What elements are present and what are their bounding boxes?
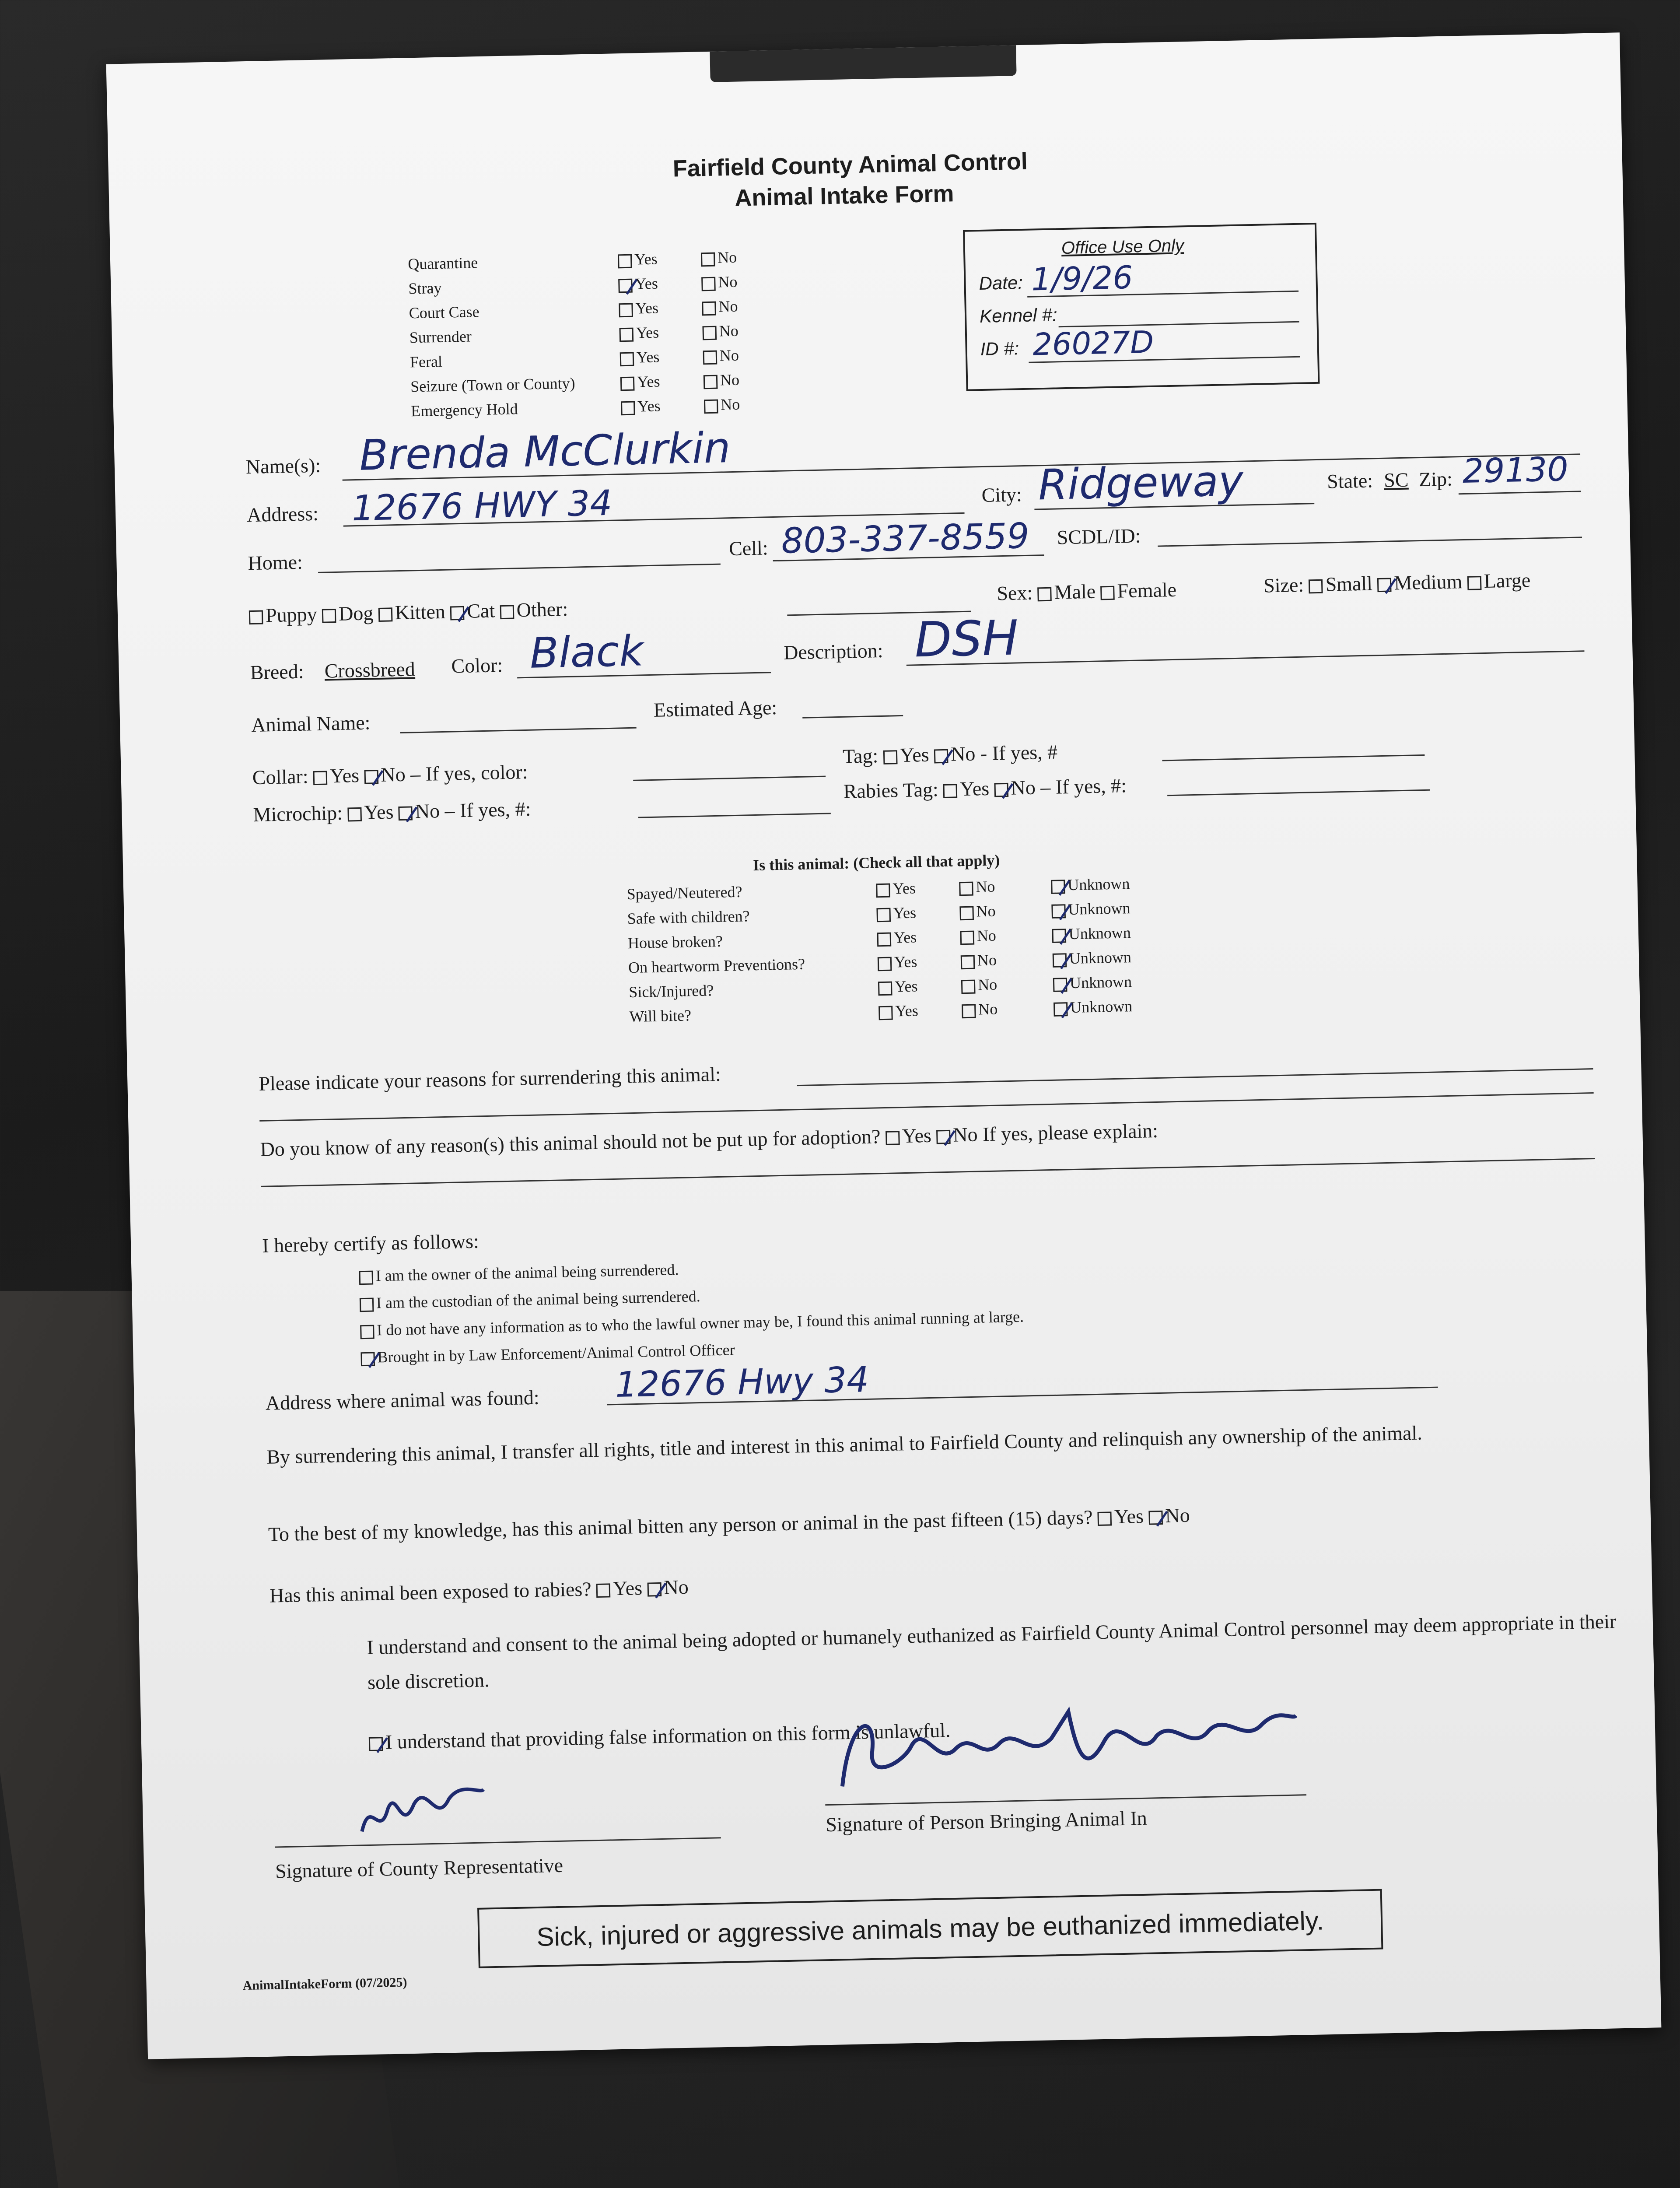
check-all-no-checkbox[interactable] — [960, 930, 975, 945]
check-all-question: Sick/Injured? — [628, 982, 714, 1001]
status-no-checkbox[interactable] — [703, 350, 718, 365]
check-all-unknown-checkbox[interactable] — [1054, 1002, 1068, 1017]
breed-value[interactable]: Crossbreed — [324, 658, 416, 682]
rabies-exposed-no-checkbox[interactable] — [647, 1582, 662, 1597]
date-value[interactable]: 1/9/26 — [1031, 259, 1133, 298]
address-label: Address: — [246, 502, 319, 526]
check-all-unknown-checkbox[interactable] — [1052, 929, 1066, 943]
address-value[interactable]: 12676 HWY 34 — [351, 482, 613, 529]
tag-yes-checkbox[interactable] — [883, 750, 897, 765]
large-checkbox[interactable] — [1467, 576, 1482, 591]
certify-item: I am the custodian of the animal being surrendered. — [360, 1287, 700, 1312]
check-all-yes: Yes — [878, 977, 918, 996]
check-all-unknown: Unknown — [1054, 997, 1133, 1017]
zip-value[interactable]: 29130 — [1462, 449, 1569, 491]
org-title: Fairfield County Animal Control — [672, 148, 1028, 182]
state-label: State: — [1326, 469, 1373, 493]
adoption-no-checkbox[interactable] — [936, 1130, 951, 1144]
certify-item: I am the owner of the animal being surrendered. — [359, 1260, 679, 1285]
check-all-no-checkbox[interactable] — [961, 979, 976, 994]
check-all-yes-checkbox[interactable] — [877, 932, 892, 947]
found-label: Address where animal was found: — [265, 1386, 540, 1414]
adoption-row: Do you know of any reason(s) this animal should not be put up for adoption? Yes No If yes, please explain: — [260, 1119, 1158, 1161]
status-yes-checkbox[interactable] — [618, 254, 632, 268]
status-no-checkbox[interactable] — [704, 399, 718, 414]
bitten-row: To the best of my knowledge, has this animal bitten any person or animal in the past fifteen (15) days? Yes No — [268, 1504, 1190, 1546]
check-all-unknown-checkbox[interactable] — [1051, 880, 1065, 894]
rabies-exposed-yes-checkbox[interactable] — [596, 1584, 611, 1598]
certify-title: I hereby certify as follows: — [262, 1230, 480, 1257]
status-label: Surrender — [409, 327, 472, 347]
rabies-exposed-row: Has this animal been exposed to rabies? Yes No — [269, 1575, 689, 1607]
certify-checkbox[interactable] — [360, 1352, 375, 1366]
check-all-yes-checkbox[interactable] — [878, 957, 892, 971]
certify-checkbox[interactable] — [359, 1270, 374, 1285]
description-value[interactable]: DSH — [914, 610, 1019, 668]
breed-label: Breed: — [250, 660, 304, 684]
check-all-no-checkbox[interactable] — [959, 881, 973, 896]
tag-row: Tag: Yes No - If yes, # — [842, 740, 1058, 768]
check-all-yes: Yes — [876, 903, 916, 922]
city-label: City: — [981, 483, 1022, 507]
form-footer: AnimalIntakeForm (07/2025) — [242, 1975, 407, 1993]
status-yes-checkbox[interactable] — [619, 303, 633, 317]
name-label: Name(s): — [245, 454, 321, 478]
species-row: Puppy Dog Kitten Cat Other: — [249, 597, 568, 627]
check-all-yes-checkbox[interactable] — [878, 1006, 893, 1020]
notice-text: Sick, injured or aggressive animals may be euthanized immediately. — [536, 1905, 1324, 1952]
euthanasia-notice — [477, 1889, 1383, 1968]
status-yes-checkbox[interactable] — [621, 401, 635, 415]
check-all-unknown: Unknown — [1051, 874, 1130, 894]
status-no-checkbox[interactable] — [702, 301, 716, 316]
status-label: Emergency Hold — [410, 400, 518, 420]
check-all-unknown: Unknown — [1052, 923, 1131, 943]
status-yes-checkbox[interactable] — [620, 376, 635, 391]
status-yes-checkbox[interactable] — [620, 352, 634, 366]
sex-row: Sex: Male Female — [996, 578, 1177, 605]
female-checkbox[interactable] — [1100, 586, 1115, 600]
kennel-label: Kennel #: — [979, 304, 1058, 327]
id-label: ID #: — [980, 338, 1019, 360]
cat-checkbox[interactable] — [450, 606, 465, 621]
city-value[interactable]: Ridgeway — [1038, 456, 1244, 510]
check-all-no-checkbox[interactable] — [959, 906, 974, 920]
person-signature-scribble — [823, 1689, 1306, 1800]
check-all-yes-checkbox[interactable] — [878, 981, 892, 996]
check-all-no: No — [959, 877, 995, 897]
reasons-label: Please indicate your reasons for surrendering this animal: — [258, 1062, 721, 1095]
status-label: Stray — [408, 279, 442, 298]
adoption-yes-checkbox[interactable] — [886, 1131, 900, 1146]
status-no: No — [702, 322, 738, 341]
zip-label: Zip: — [1418, 467, 1453, 491]
check-all-no-checkbox[interactable] — [962, 1004, 976, 1018]
other-checkbox[interactable] — [500, 605, 514, 620]
transfer-text: By surrendering this animal, I transfer all rights, title and interest in this animal to Fairfield County and relinquish any ownership of the animal. — [266, 1421, 1423, 1468]
status-no: No — [701, 248, 737, 267]
check-all-yes-checkbox[interactable] — [876, 908, 891, 922]
status-no-checkbox[interactable] — [704, 375, 718, 389]
description-label: Description: — [783, 639, 884, 664]
microchip-row: Microchip: Yes No – If yes, #: — [253, 797, 531, 826]
check-all-yes: Yes — [876, 879, 916, 898]
consent-text: I understand and consent to the animal being adopted or humanely euthanized as Fairfield County Animal Control personnel may deem appropriate in their sole discretion. — [366, 1610, 1617, 1694]
check-all-title: Is this animal: (Check all that apply) — [752, 851, 1000, 874]
certify-checkbox[interactable] — [360, 1297, 374, 1312]
rabies-tag-row: Rabies Tag: Yes No – If yes, #: — [843, 774, 1127, 803]
status-yes: Yes — [618, 274, 658, 293]
bitten-no-checkbox[interactable] — [1148, 1511, 1163, 1525]
cell-value[interactable]: 803-337-8559 — [780, 515, 1030, 561]
status-no: No — [703, 346, 739, 365]
check-all-yes: Yes — [878, 1001, 918, 1020]
check-all-yes: Yes — [878, 952, 917, 971]
status-yes: Yes — [620, 347, 659, 367]
id-value[interactable]: 26027D — [1032, 324, 1154, 363]
status-yes: Yes — [621, 396, 661, 416]
microchip-yes-checkbox[interactable] — [347, 807, 362, 822]
tag-no-checkbox[interactable] — [934, 749, 948, 764]
animal-name-label: Animal Name: — [251, 711, 371, 736]
check-all-question: Spayed/Neutered? — [626, 883, 742, 903]
status-no: No — [704, 395, 740, 414]
name-value[interactable]: Brenda McClurkin — [359, 423, 731, 480]
status-yes: Yes — [620, 372, 660, 391]
person-signature-label: Signature of Person Bringing Animal In — [825, 1806, 1148, 1836]
check-all-unknown-checkbox[interactable] — [1051, 904, 1066, 919]
cell-label: Cell: — [728, 536, 769, 560]
check-all-question: On heartworm Preventions? — [628, 955, 805, 977]
collar-yes-checkbox[interactable] — [313, 771, 328, 785]
collar-row: Collar: Yes No – If yes, color: — [252, 760, 528, 789]
check-all-unknown: Unknown — [1053, 972, 1132, 992]
check-all-unknown-checkbox[interactable] — [1053, 953, 1067, 968]
bitten-yes-checkbox[interactable] — [1098, 1512, 1112, 1526]
status-label: Court Case — [409, 302, 480, 322]
puppy-checkbox[interactable] — [249, 610, 263, 625]
status-yes-checkbox[interactable] — [618, 278, 633, 293]
check-all-question: Safe with children? — [627, 907, 750, 928]
certify-item: Brought in by Law Enforcement/Animal Control Officer — [360, 1340, 735, 1367]
check-all-no: No — [960, 926, 996, 946]
small-checkbox[interactable] — [1309, 579, 1323, 594]
false-info-row: I understand that providing false information on this form is unlawful. — [369, 1718, 951, 1754]
county-signature-label: Signature of County Representative — [275, 1854, 564, 1883]
status-yes: Yes — [619, 298, 658, 318]
rabies-no-checkbox[interactable] — [994, 783, 1008, 797]
check-all-no: No — [961, 951, 997, 970]
status-no-checkbox[interactable] — [702, 326, 717, 340]
certify-checkbox[interactable] — [360, 1325, 374, 1339]
scdl-label: SCDL/ID: — [1057, 524, 1141, 549]
status-yes: Yes — [619, 323, 659, 342]
check-all-question: Will bite? — [629, 1006, 692, 1026]
rabies-yes-checkbox[interactable] — [943, 784, 958, 799]
found-value[interactable]: 12676 Hwy 34 — [615, 1359, 870, 1406]
male-checkbox[interactable] — [1037, 587, 1052, 602]
false-info-checkbox[interactable] — [369, 1737, 383, 1752]
check-all-no: No — [961, 975, 998, 995]
intake-form-paper — [106, 32, 1662, 2059]
office-title: Office Use Only — [1061, 236, 1184, 258]
state-value[interactable]: SC — [1383, 468, 1409, 491]
check-all-question: House broken? — [627, 932, 723, 952]
certify-item: I do not have any information as to who the lawful owner may be, I found this animal running at large. — [360, 1307, 1024, 1339]
status-no-checkbox[interactable] — [701, 252, 715, 266]
home-label: Home: — [248, 551, 303, 575]
estimated-age-label: Estimated Age: — [653, 696, 777, 721]
status-no: No — [701, 273, 738, 292]
color-value[interactable]: Black — [529, 626, 644, 678]
check-all-unknown: Unknown — [1052, 948, 1131, 968]
dog-checkbox[interactable] — [322, 609, 336, 623]
status-no: No — [702, 297, 738, 316]
status-label: Feral — [410, 352, 443, 371]
county-signature-scribble — [352, 1776, 494, 1845]
check-all-yes: Yes — [877, 928, 917, 947]
check-all-unknown: Unknown — [1051, 899, 1130, 919]
check-all-unknown-checkbox[interactable] — [1053, 978, 1068, 992]
clipboard-clip — [710, 36, 1017, 82]
status-label: Seizure (Town or County) — [410, 374, 575, 396]
kitten-checkbox[interactable] — [378, 608, 393, 622]
status-yes-checkbox[interactable] — [620, 327, 634, 342]
form-title: Animal Intake Form — [734, 180, 954, 211]
check-all-no-checkbox[interactable] — [961, 955, 975, 969]
check-all-no: No — [959, 902, 996, 921]
status-no: No — [704, 371, 740, 390]
size-row: Size: Small Medium Large — [1263, 568, 1531, 597]
status-no-checkbox[interactable] — [701, 277, 716, 291]
date-label: Date: — [979, 272, 1023, 294]
color-label: Color: — [451, 654, 503, 677]
microchip-no-checkbox[interactable] — [399, 806, 413, 821]
status-yes: Yes — [618, 249, 658, 269]
status-label: Quarantine — [407, 254, 478, 273]
check-all-no: No — [962, 1000, 998, 1019]
office-use-box — [963, 223, 1320, 391]
collar-no-checkbox[interactable] — [364, 770, 378, 785]
medium-checkbox[interactable] — [1377, 578, 1392, 593]
check-all-yes-checkbox[interactable] — [876, 883, 890, 898]
